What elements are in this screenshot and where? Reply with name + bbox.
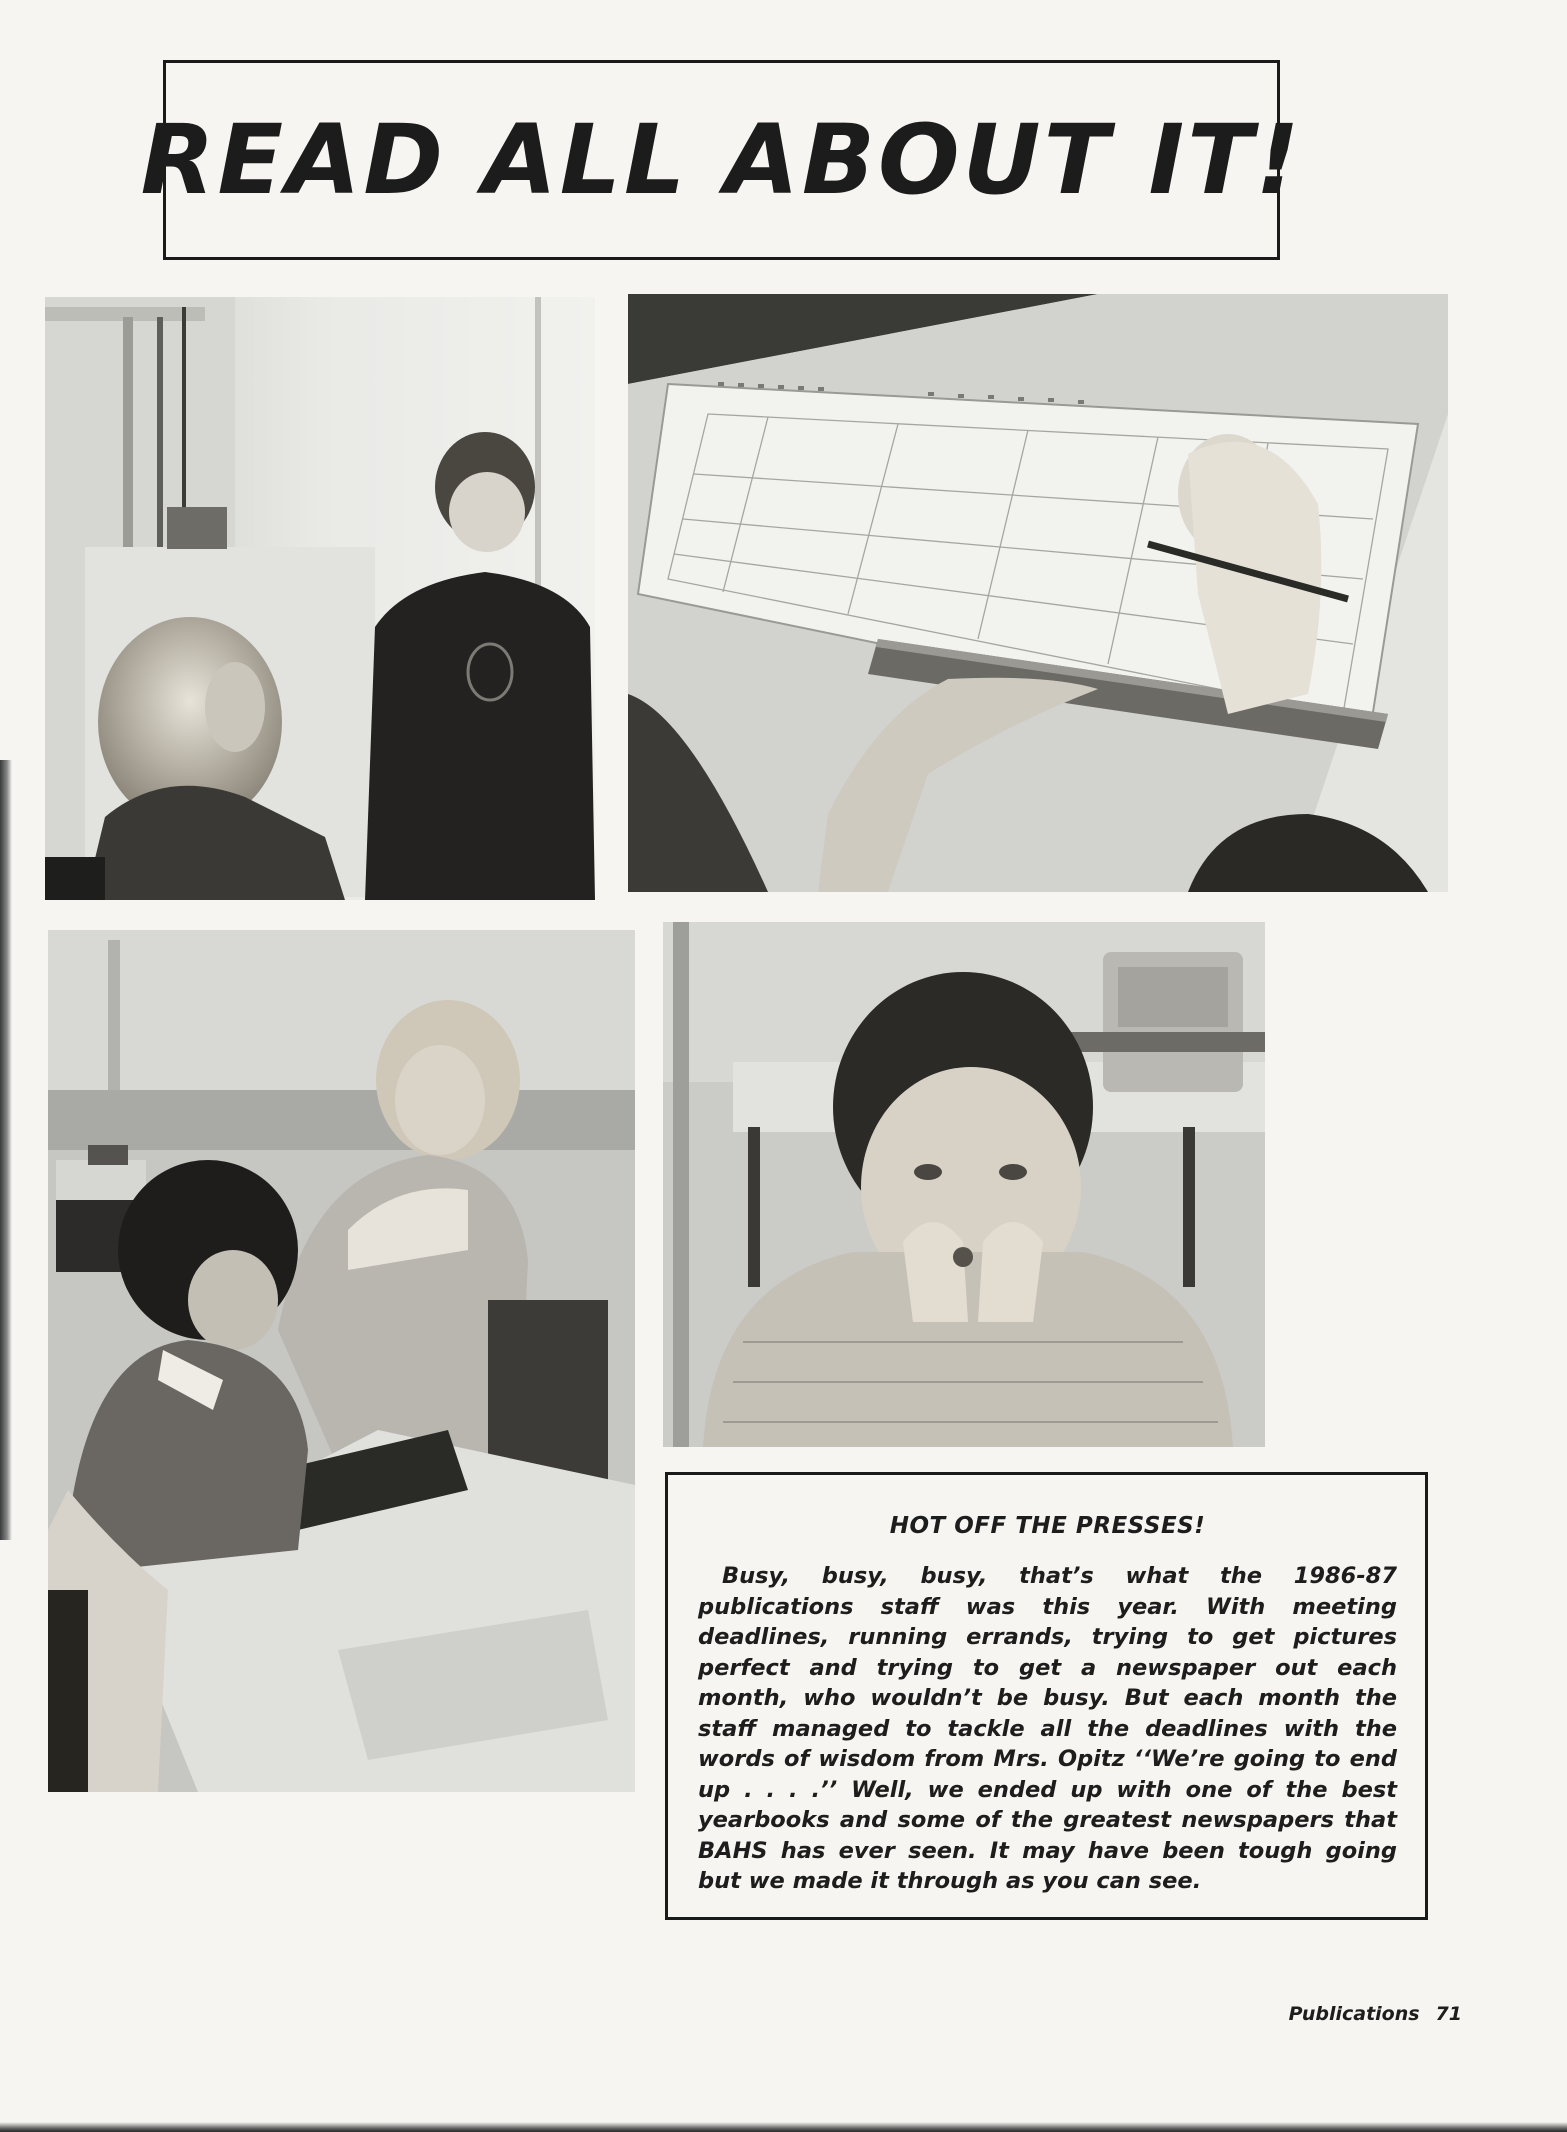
page-edge-bottom xyxy=(0,2122,1567,2132)
page-title: READ ALL ABOUT IT! xyxy=(140,104,1303,216)
photo-students-at-table-image xyxy=(48,930,635,1792)
title-box xyxy=(140,60,1303,260)
photo-two-students xyxy=(45,297,595,900)
caption-body: Busy, busy, busy, that’s what the 1986-87 publications staff was this year. With meeting deadlines, running errands, trying to get pictures perfect and trying to get a newspaper out each month, who wouldn’t be busy. But each month the staff managed to tackle all the deadlines with the words of wisdom from Mrs. Opitz ‘‘We’re going to end up . . . .’’ Well, we ended up with one of the best yearbooks and some of the greatest newspapers that BAHS has ever seen. It may have been tough going but we made it through as you can see. xyxy=(698,1563,1397,1894)
page-footer xyxy=(1289,2003,1462,2025)
photo-layout-drawing xyxy=(628,294,1448,892)
photo-two-students-image xyxy=(45,297,595,900)
photo-student-chin-on-hands-image xyxy=(663,922,1265,1447)
section-name: Publications xyxy=(1288,2003,1420,2025)
caption-heading: HOT OFF THE PRESSES! xyxy=(889,1513,1206,1539)
page-edge-shadow xyxy=(0,760,12,1540)
photo-student-chin-on-hands xyxy=(663,922,1265,1447)
caption-box xyxy=(665,1472,1428,1920)
photo-layout-drawing-image xyxy=(628,294,1448,892)
page-number: 71 xyxy=(1435,2003,1462,2025)
photo-students-at-table xyxy=(48,930,635,1792)
